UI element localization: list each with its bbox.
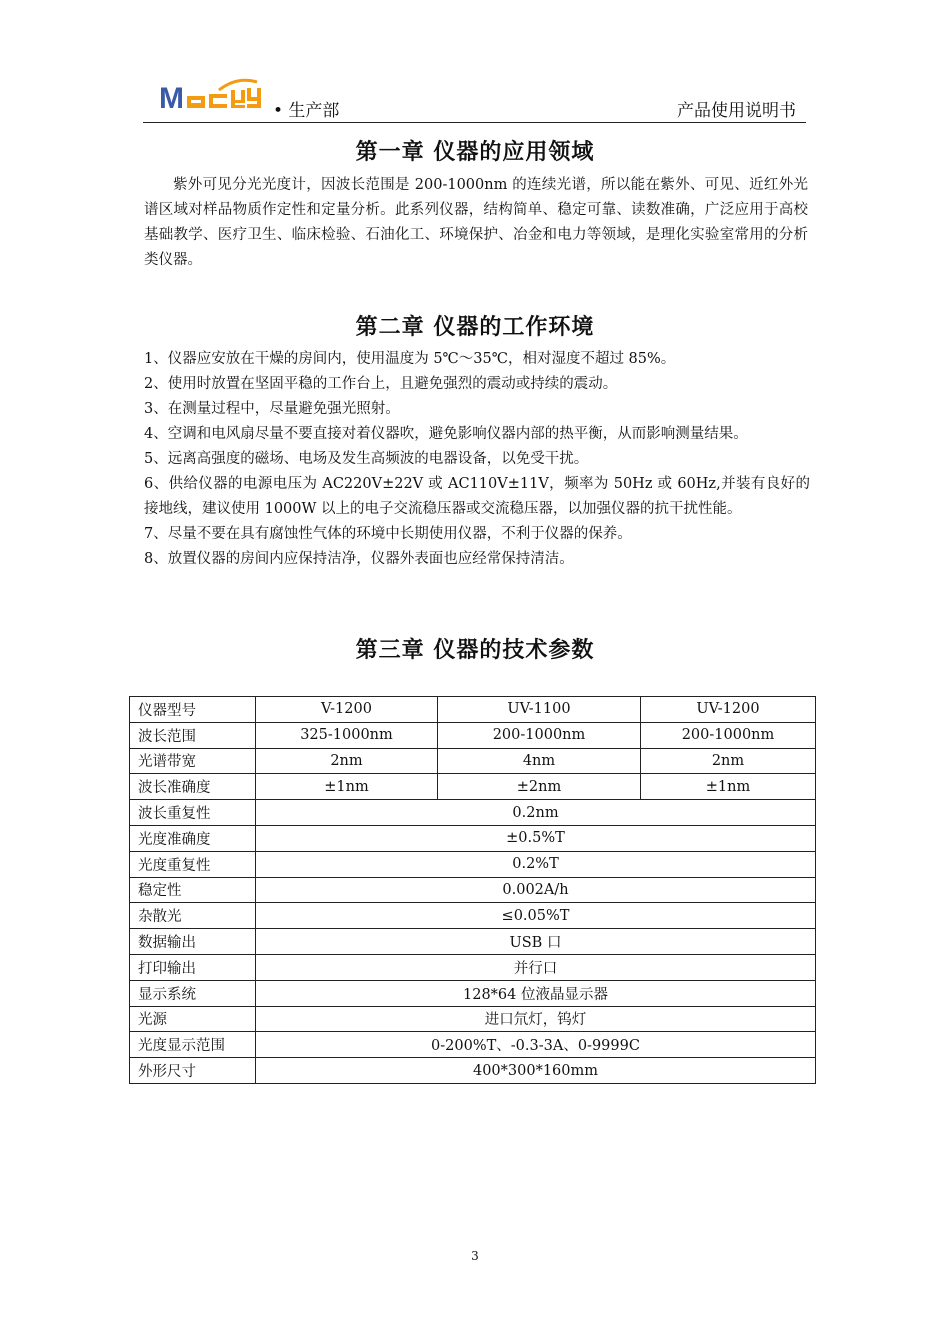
page-number: 3: [471, 1249, 479, 1263]
environment-list: [144, 347, 810, 572]
row-label: 打印输出: [130, 954, 256, 980]
table-cell: 0.002A/h: [256, 877, 816, 903]
row-label: 光度准确度: [130, 825, 256, 851]
table-cell: 128*64 位液晶显示器: [256, 980, 816, 1006]
table-cell: 0.2nm: [256, 800, 816, 826]
table-cell: 200-1000nm: [641, 722, 816, 748]
list-item: 7、尽量不要在具有腐蚀性气体的环境中长期使用仪器，不利于仪器的保养。: [144, 526, 632, 542]
table-cell: 0-200%T、-0.3-3A、0-9999C: [256, 1032, 816, 1058]
chapter1-paragraph: 紫外可见分光光度计，因波长范围是 200-1000nm 的连续光谱，所以能在紫外、可见、近红外光谱区域对样品物质作定性和定量分析。此系列仪器，结构简单、稳定可靠、读数准确，广泛应用于高校基础教学、医疗卫生、临床检验、石油化工、环境保护、冶金和电力等领域，是理化实验室常用的分析类仪器。: [144, 177, 808, 268]
document-title: 产品使用说明书: [677, 101, 796, 121]
table-cell: 325-1000nm: [256, 722, 438, 748]
table-cell: 2nm: [641, 748, 816, 774]
chapter2-title: 第二章 仪器的工作环境: [355, 315, 595, 340]
table-cell: 0.2%T: [256, 851, 816, 877]
row-label: 波长范围: [130, 722, 256, 748]
row-label: 仪器型号: [130, 697, 256, 723]
table-cell: 进口氘灯，钨灯: [256, 1006, 816, 1032]
table-row: [130, 748, 816, 774]
table-cell: ±2nm: [438, 774, 641, 800]
chapter1-title: 第一章 仪器的应用领域: [355, 140, 595, 165]
table-row: [130, 800, 816, 826]
list-item: 5、远离高强度的磁场、电场及发生高频波的电器设备，以免受干扰。: [144, 451, 589, 467]
table-row: [130, 1058, 816, 1084]
list-item: 6、供给仪器的电源电压为 AC220V±22V 或 AC110V±11V，频率为 50Hz 或 60Hz,并装有良好的接地线，建议使用 1000W 以上的电子交流稳压器或交流稳压器，以加强仪器的抗干扰性能。: [144, 476, 810, 517]
table-cell: 400*300*160mm: [256, 1058, 816, 1084]
list-item: 3、在测量过程中，尽量避免强光照射。: [144, 401, 400, 417]
table-cell: ±1nm: [256, 774, 438, 800]
table-row: [130, 1032, 816, 1058]
table-cell: 2nm: [256, 748, 438, 774]
table-cell: 200-1000nm: [438, 722, 641, 748]
list-item: 2、使用时放置在坚固平稳的工作台上，且避免强烈的震动或持续的震动。: [144, 376, 618, 392]
list-item: 1、仪器应安放在干燥的房间内，使用温度为 5℃～35℃，相对湿度不超过 85%。: [144, 351, 676, 367]
table-cell: ±1nm: [641, 774, 816, 800]
list-item: 4、空调和电风扇尽量不要直接对着仪器吹，避免影响仪器内部的热平衡，从而影响测量结果。: [144, 426, 748, 442]
department-label: • 生产部: [273, 101, 340, 121]
table-cell: ±0.5%T: [256, 825, 816, 851]
table-row: [130, 877, 816, 903]
row-label: 显示系统: [130, 980, 256, 1006]
spec-table: [129, 696, 816, 1084]
table-cell: USB 口: [256, 929, 816, 955]
row-label: 杂散光: [130, 903, 256, 929]
table-row: [130, 1006, 816, 1032]
table-cell: V-1200: [256, 697, 438, 723]
row-label: 数据输出: [130, 929, 256, 955]
table-row: [130, 929, 816, 955]
list-item: 8、放置仪器的房间内应保持洁净，仪器外表面也应经常保持清洁。: [144, 551, 574, 567]
table-cell: 并行口: [256, 954, 816, 980]
macy-logo: [157, 74, 265, 114]
table-row: [130, 722, 816, 748]
table-row: [130, 903, 816, 929]
table-row: [130, 774, 816, 800]
table-row: [130, 954, 816, 980]
row-label: 光谱带宽: [130, 748, 256, 774]
table-row: [130, 825, 816, 851]
table-cell: UV-1200: [641, 697, 816, 723]
row-label: 光度显示范围: [130, 1032, 256, 1058]
table-cell: 4nm: [438, 748, 641, 774]
row-label: 稳定性: [130, 877, 256, 903]
row-label: 波长重复性: [130, 800, 256, 826]
row-label: 波长准确度: [130, 774, 256, 800]
chapter3-title: 第三章 仪器的技术参数: [355, 638, 595, 663]
table-cell: UV-1100: [438, 697, 641, 723]
table-cell: ≤0.05%T: [256, 903, 816, 929]
table-row: [130, 851, 816, 877]
row-label: 光度重复性: [130, 851, 256, 877]
table-row: [130, 697, 816, 723]
page-header: [143, 72, 806, 123]
table-row: [130, 980, 816, 1006]
row-label: 外形尺寸: [130, 1058, 256, 1084]
svg-text:M: M: [159, 82, 184, 114]
row-label: 光源: [130, 1006, 256, 1032]
